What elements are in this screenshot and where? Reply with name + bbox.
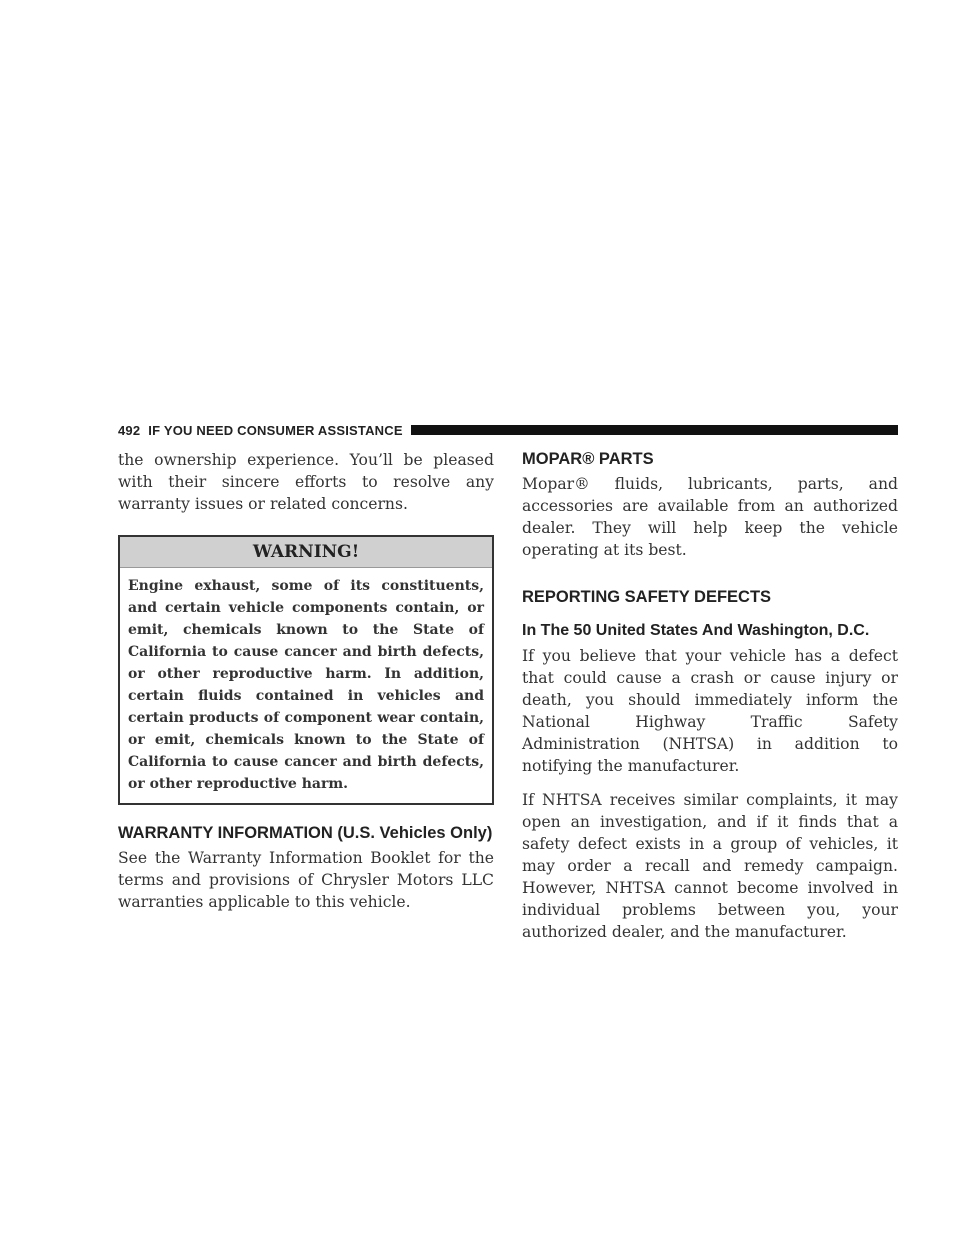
page-number: 492 [118, 422, 141, 438]
mopar-heading: MOPAR® PARTS [522, 450, 654, 468]
warning-box [118, 535, 494, 805]
safety-subheading: In The 50 United States And Washington, D.C. [522, 622, 870, 639]
section-title: IF YOU NEED CONSUMER ASSISTANCE [148, 422, 403, 438]
mopar-paragraph: Mopar® fluids, lubricants, parts, and accessories are available from an authorized dealer. They will help keep the vehicle operating at its best. [522, 475, 898, 559]
warning-title: WARNING! [120, 537, 492, 568]
header-rule [411, 425, 898, 435]
safety-heading: REPORTING SAFETY DEFECTS [522, 588, 772, 606]
intro-paragraph: the ownership experience. You’ll be pleased with their sincere efforts to resolve any warranty issues or related concerns. [118, 451, 494, 513]
safety-paragraph-1: If you believe that your vehicle has a defect that could cause a crash or cause injury or death, you should immediately inform the National Highway Traffic Safety Administration (NHTSA) in addition to notifying the manufacturer. [522, 647, 898, 775]
warranty-paragraph: See the Warranty Information Booklet for the terms and provisions of Chrysler Motors LLC warranties applicable to this vehicle. [118, 849, 494, 911]
running-header [118, 421, 898, 439]
left-column [118, 449, 494, 925]
warranty-heading: WARRANTY INFORMATION (U.S. Vehicles Only) [118, 824, 493, 842]
safety-paragraph-2: If NHTSA receives similar complaints, it may open an investigation, and if it finds that a safety defect exists in a group of vehicles, it may order a recall and remedy campaign. However, NHTSA cannot become involved in individual problems between you, your authorized dealer, and the manufacturer. [522, 791, 898, 941]
warning-text: Engine exhaust, some of its constituents, and certain vehicle components contain, or emit, chemicals known to the State of California to cause cancer and birth defects, or other reproductive harm. In addition, certain fluids contained in vehicles and certain products of component wear contain, or emit, chemicals known to the State of California to cause cancer and birth defects, or other reproductive harm. [128, 578, 484, 792]
right-column [522, 449, 898, 955]
